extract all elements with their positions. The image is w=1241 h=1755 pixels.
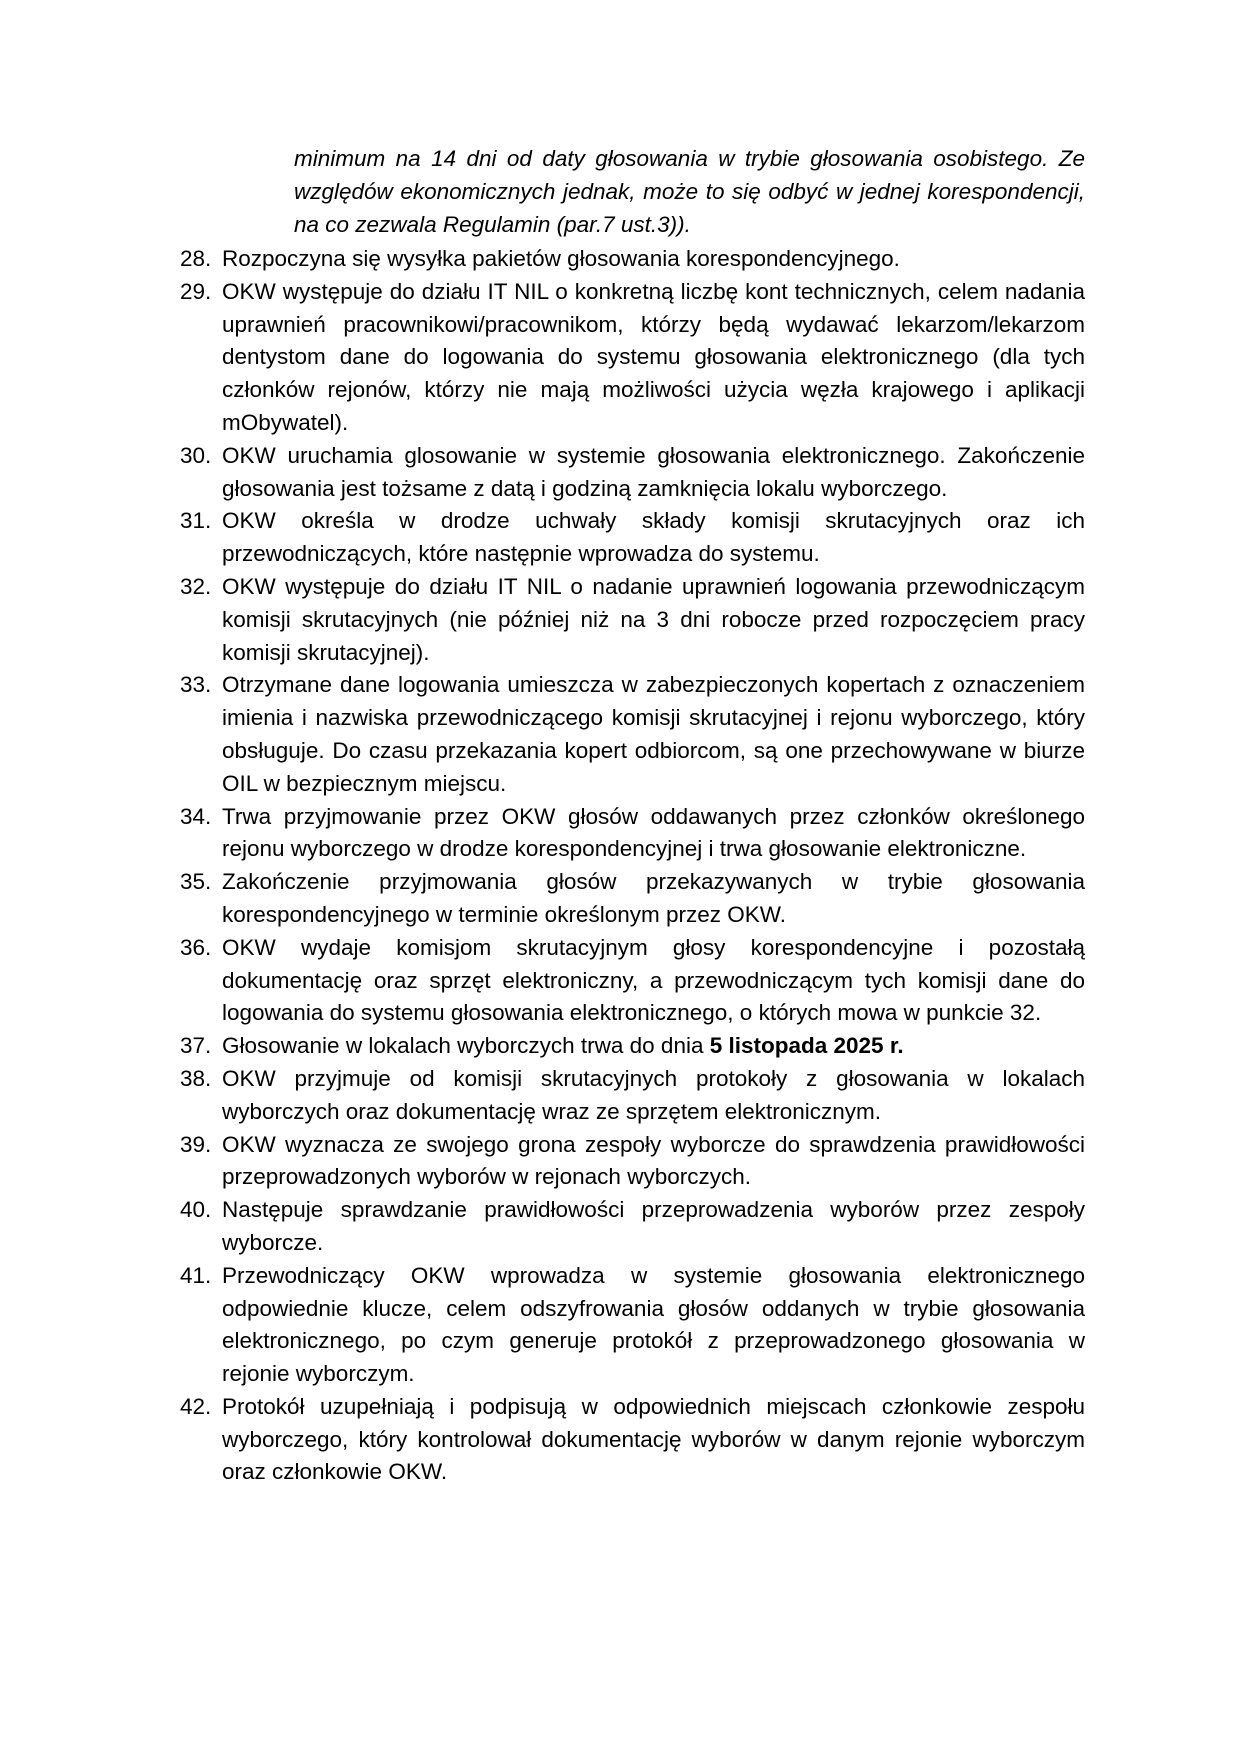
list-item [180, 1129, 1085, 1195]
item-text: Trwa przyjmowanie przez OKW głosów oddawanych przez członków określonego rejonu wyborczego w drodze korespondencyjnej i trwa głosowanie elektroniczne. [222, 803, 1085, 862]
item-text: Rozpoczyna się wysyłka pakietów głosowania korespondencyjnego. [222, 246, 900, 271]
list-item [180, 1260, 1085, 1391]
list-item [180, 801, 1085, 867]
list-item [180, 571, 1085, 669]
item-text: OKW występuje do działu IT NIL o nadanie uprawnień logowania przewodniczącym komisji skrutacyjnych (nie później niż na 3 dni robocze przed rozpoczęciem pracy komisji skrutacyjnej). [222, 573, 1085, 665]
numbered-list [180, 243, 1085, 1489]
item-text: Głosowanie w lokalach wyborczych trwa do dnia [222, 1033, 710, 1059]
item-number: 39. [180, 1131, 212, 1157]
list-item [180, 932, 1085, 1030]
item-text: OKW uruchamia glosowanie w systemie głosowania elektronicznego. Zakończenie głosowania jest tożsame z datą i godziną zamknięcia lokalu wyborczego. [222, 442, 1085, 501]
item-number: 41. [180, 1262, 212, 1288]
item-number: 37. [180, 1033, 212, 1059]
item-number: 42. [180, 1393, 212, 1419]
item-text: OKW występuje do działu IT NIL o konkretną liczbę kont technicznych, celem nadania uprawnień pracownikowi/pracownikom, którzy będą wydawać lekarzom/lekarzom dentystom dane do logowania do systemu głosowania elektronicznego (dla tych członków rejonów, którzy nie mają możliwości użycia węzła krajowego i aplikacji mObywatel). [222, 278, 1085, 435]
list-item [180, 669, 1085, 800]
item-text: OKW określa w drodze uchwały składy komisji skrutacyjnych oraz ich przewodniczących, które następnie wprowadza do systemu. [222, 508, 1085, 567]
list-item [180, 505, 1085, 571]
item-number: 34. [180, 803, 212, 829]
item-text: Protokół uzupełniają i podpisują w odpowiednich miejscach członkowie zespołu wyborczego, który kontrolował dokumentację wyborów w danym rejonie wyborczym oraz członkowie OKW. [222, 1393, 1085, 1485]
list-item [180, 1063, 1085, 1129]
item-number: 29. [180, 278, 212, 304]
intro-paragraph: minimum na 14 dni od daty głosowania w trybie głosowania osobistego. Ze względów ekonomicznych jednak, może to się odbyć w jednej korespondencji, na co zezwala Regulamin (par.7 ust.3)). [294, 146, 1085, 237]
item-text: Przewodniczący OKW wprowadza w systemie głosowania elektronicznego odpowiednie klucze, celem odszyfrowania głosów oddanych w trybie głosowania elektronicznego, po czym generuje protokół z przeprowadzonego głosowania w rejonie wyborczym. [222, 1262, 1085, 1387]
item-number: 28. [180, 246, 212, 271]
item-number: 31. [180, 508, 212, 534]
item-number: 38. [180, 1065, 212, 1091]
deadline-date: 5 listopada 2025 r. [709, 1033, 904, 1059]
item-number: 30. [180, 442, 212, 468]
item-text: OKW przyjmuje od komisji skrutacyjnych protokoły z głosowania w lokalach wyborczych oraz dokumentację wraz ze sprzętem elektronicznym. [222, 1065, 1085, 1124]
list-item [180, 276, 1085, 440]
list-item [180, 1391, 1085, 1489]
item-number: 33. [180, 672, 212, 698]
item-text: Zakończenie przyjmowania głosów przekazywanych w trybie głosowania korespondencyjnego w terminie określonym przez OKW. [222, 869, 1085, 927]
item-number: 40. [180, 1197, 212, 1223]
list-item [180, 1194, 1085, 1260]
list-item [180, 1030, 1085, 1063]
item-text: Otrzymane dane logowania umieszcza w zabezpieczonych kopertach z oznaczeniem imienia i nazwiska przewodniczącego komisji skrutacyjnej i rejonu wyborczego, który obsługuje. Do czasu przekazania kopert odbiorcom, są one przechowywane w biurze OIL w bezpiecznym miejscu. [222, 672, 1085, 796]
item-number: 35. [180, 869, 212, 895]
item-number: 36. [180, 934, 212, 960]
item-text: OKW wydaje komisjom skrutacyjnym głosy korespondencyjne i pozostałą dokumentację oraz sprzęt elektroniczny, a przewodniczącym tych komisji dane do logowania do systemu głosowania elektronicznego, o których mowa w punkcie 32. [222, 934, 1085, 1026]
list-item [180, 866, 1085, 932]
list-item [180, 243, 1085, 276]
item-number: 32. [180, 573, 212, 599]
item-text: OKW wyznacza ze swojego grona zespoły wyborcze do sprawdzenia prawidłowości przeprowadzonych wyborów w rejonach wyborczych. [222, 1131, 1085, 1190]
item-text: Następuje sprawdzanie prawidłowości przeprowadzenia wyborów przez zespoły wyborcze. [222, 1197, 1085, 1255]
list-item [180, 440, 1085, 506]
